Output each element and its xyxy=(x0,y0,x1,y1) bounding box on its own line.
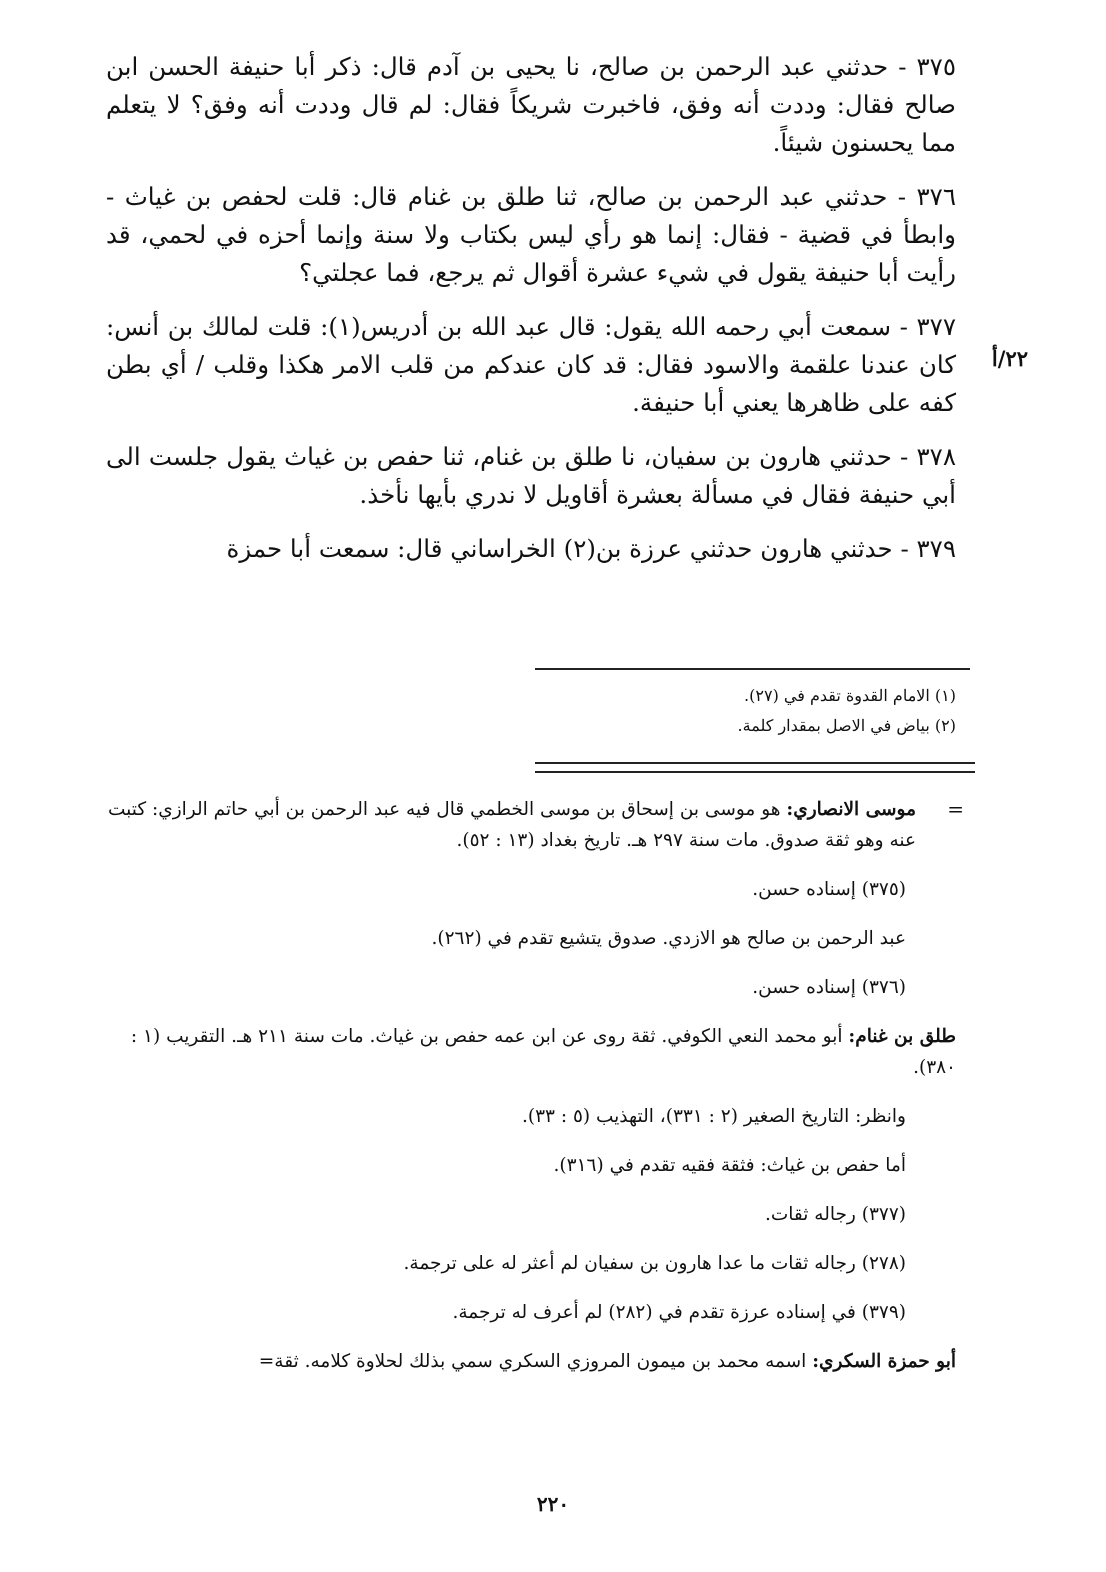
commentary-musa-text: هو موسى بن إسحاق بن موسى الخطمي قال فيه عبد الرحمن بن أبي حاتم الرازي: كتبت عنه وهو ثقة صدوق. مات سنة ٢٩٧ هـ. تاريخ بغداد (١٣ : ٥٢). xyxy=(107,799,916,851)
paragraph-376: ٣٧٦ - حدثني عبد الرحمن بن صالح، ثنا طلق بن غنام قال: قلت لحفص بن غياث - وابطأ في قضية - فقال: إنما هو رأي ليس بكتاب ولا سنة وإنما أحزه في لحمي، قد رأيت أبا حنيفة يقول في شيء عشرة أقوال ثم يرجع، فما عجلتي؟ xyxy=(106,182,956,287)
continuation-mark: = xyxy=(947,797,964,821)
footnote-1: (١) الامام القدوة تقدم في (٢٧). xyxy=(744,686,956,705)
commentary-378: (٢٧٨) رجاله ثقات ما عدا هارون بن سفيان لم أعثر له على ترجمة. xyxy=(403,1253,906,1274)
paragraph-378: ٣٧٨ - حدثني هارون بن سفيان، نا طلق بن غنام، ثنا حفص بن غياث يقول جلست الى أبي حنيفة فقال في مسألة بعشرة أقاويل لا ندري بأيها نأخذ. xyxy=(106,442,956,509)
commentary-379: (٣٧٩) في إسناده عرزة تقدم في (٢٨٢) لم أعرف له ترجمة. xyxy=(452,1302,906,1323)
commentary-talq-text: أبو محمد النعي الكوفي. ثقة روى عن ابن عمه حفص بن غياث. مات سنة ٢١١ هـ. التقريب (١ : ٣٨٠). xyxy=(130,1026,956,1078)
footnote-rule xyxy=(535,668,970,670)
paragraph-375: ٣٧٥ - حدثني عبد الرحمن بن صالح، نا يحيى بن آدم قال: ذكر أبا حنيفة الحسن ابن صالح فقال: وددت أنه وفق، فاخبرت شريكاً فقال: لم قال وددت أنه وفق؟ لا يتعلم مما يحسنون شيئاً. xyxy=(106,52,956,157)
footnotes xyxy=(306,681,956,741)
commentary-see: وانظر: التاريخ الصغير (٢ : ٣٣١)، التهذيب (٥ : ٣٣). xyxy=(521,1106,906,1127)
paragraph-377: ٣٧٧ - سمعت أبي رحمه الله يقول: قال عبد الله بن أدريس(١): قلت لمالك بن أنس: كان عندنا علقمة والاسود فقال: قد كان عندكم من قلب الامر هكذا وقلب / أي بطن كفه على ظاهرها يعني أبا حنيفة. xyxy=(106,312,956,417)
commentary-musa xyxy=(106,794,956,856)
commentary-talq-head: طلق بن غنام: xyxy=(848,1026,956,1047)
margin-folio-note: ٢٢/أ xyxy=(991,346,1028,371)
commentary-talq xyxy=(106,1021,956,1083)
commentary-376: (٣٧٦) إسناده حسن. xyxy=(752,977,906,998)
commentary-abu-text: اسمه محمد بن ميمون المروزي السكري سمي بذلك لحلاوة كلامه. ثقة= xyxy=(258,1351,807,1372)
paragraph-377-wrap xyxy=(106,308,1028,422)
commentary-375b: عبد الرحمن بن صالح هو الازدي. صدوق يتشيع تقدم في (٢٦٢). xyxy=(431,928,906,949)
page-number: ٢٢٠ xyxy=(536,1492,570,1516)
commentary-double-rule xyxy=(535,762,975,773)
commentary-377: (٣٧٧) رجاله ثقات. xyxy=(764,1204,906,1225)
footnote-2: (٢) بياض في الاصل بمقدار كلمة. xyxy=(737,716,956,735)
commentary-abu-head: أبو حمزة السكري: xyxy=(812,1351,956,1372)
commentary-abu-hamza xyxy=(106,1346,956,1377)
commentary xyxy=(106,794,964,1395)
paragraph-379: ٣٧٩ - حدثني هارون حدثني عرزة بن(٢) الخراساني قال: سمعت أبا حمزة xyxy=(226,534,956,563)
commentary-musa-head: موسى الانصاري: xyxy=(786,799,916,820)
main-text xyxy=(106,48,1028,584)
commentary-hafs: أما حفص بن غياث: فثقة فقيه تقدم في (٣١٦). xyxy=(553,1155,906,1176)
commentary-375: (٣٧٥) إسناده حسن. xyxy=(752,879,906,900)
